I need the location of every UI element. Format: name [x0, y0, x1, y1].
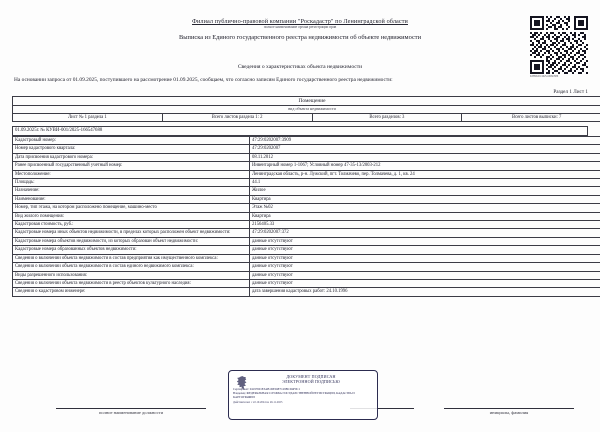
table-row — [13, 271, 600, 279]
row-label: Наименование: — [13, 195, 250, 203]
row-label: Виды разрешенного использования: — [13, 271, 250, 279]
document-title: Выписка из Единого государственного реестра недвижимости об объекте недвижимости — [178, 33, 421, 41]
table-row — [13, 170, 600, 178]
section-title: Сведения о характеристиках объекта недвижимости — [237, 64, 363, 70]
kuvn-number-line: 01.09.2025г. № КУВИ-001/2025-166547688 — [12, 126, 588, 136]
sheet-counter-1: Всего листов раздела 1: 2 — [162, 113, 312, 121]
row-value: 47:29:0202007:372 — [250, 229, 600, 237]
characteristics-table — [12, 136, 600, 297]
document-header — [0, 18, 600, 41]
organization-name-caption: полное наименование органа регистрации прав — [263, 25, 337, 30]
row-value: Квартира — [250, 212, 600, 220]
coat-of-arms-icon — [235, 375, 250, 392]
table-row — [13, 288, 600, 296]
table-row — [13, 195, 600, 203]
row-value: данные отсутствуют — [250, 254, 600, 262]
table-row — [13, 106, 600, 114]
row-label: Кадастровый номер: — [13, 137, 250, 145]
table-row — [13, 229, 600, 237]
row-value: данные отсутствуют — [250, 279, 600, 287]
table-row — [13, 212, 600, 220]
row-label: Номер, тип этажа, на котором расположено помещение, машино-место — [13, 204, 250, 212]
table-row — [13, 204, 600, 212]
table-row — [13, 137, 600, 145]
row-value: Жилое — [250, 187, 600, 195]
row-label: Кадастровые номера образованных объектов недвижимости: — [13, 246, 250, 254]
table-row — [13, 279, 600, 287]
row-label: Кадастровые номера объектов недвижимости, из которых образован объект недвижимости: — [13, 237, 250, 245]
row-value: 2156405.33 — [250, 221, 600, 229]
row-label: Вид жилого помещения: — [13, 212, 250, 220]
stamp-line-2: ЭЛЕКТРОННОЙ ПОДПИСЬЮ — [282, 379, 340, 385]
table-row — [13, 153, 600, 161]
row-value: Ленинградская область, р-н. Лужский, пгт. Толмачево, пер. Толмачева, д. 1, кв. 24 — [250, 170, 600, 178]
row-value: Инвентарный номер 1-1067; Условный номер 47-35-13/2003-212 — [250, 162, 600, 170]
row-value: Квартира — [250, 195, 600, 203]
row-label: Сведения о включении объекта недвижимости в состав единого недвижимого комплекса: — [13, 263, 250, 271]
row-label: Ранее присвоенный государственный учетный номер: — [13, 162, 250, 170]
row-value: Этаж №02 — [250, 204, 600, 212]
table-row — [13, 221, 600, 229]
row-label: Местоположение: — [13, 170, 250, 178]
signature-caption-position: полное наименование должности — [99, 409, 163, 415]
row-value: 08.11.2012 — [250, 153, 600, 161]
signature-caption-name: инициалы, фамилия — [489, 409, 529, 415]
sheet-reference: Раздел 1 Лист 1 — [553, 89, 588, 95]
characteristics-table-body — [13, 137, 600, 297]
sheet-counter-2: Всего разделов: 3 — [312, 113, 462, 121]
row-label: Кадастровые номера иных объектов недвижимости, в пределах которых расположен объект недвижимости: — [13, 229, 250, 237]
table-row — [13, 145, 600, 153]
stamp-line-1: ДОКУМЕНТ ПОДПИСАН — [286, 374, 336, 379]
row-value: данные отсутствуют — [250, 263, 600, 271]
stamp-certificate: Сертификат: 04197601E3AB1DE04E7129BCD4F0C1 — [233, 387, 301, 392]
table-row — [13, 113, 600, 121]
stamp-validity: Действителен: с 22.10.2024 по 26.11.2025 — [233, 401, 283, 405]
row-value: 47:29:0202007 — [250, 145, 600, 153]
row-label: Площадь: — [13, 179, 250, 187]
intro-paragraph: На основании запроса от 01.09.2025, поступившего на рассмотрение 01.09.2025, сообщаем, что согласно записям Единого государственного реестра недвижимости: — [14, 77, 393, 83]
organization-name: Филиал публично-правовой компании "Роскадастр" по Ленинградской области — [192, 18, 408, 25]
row-value: данные отсутствуют — [250, 246, 600, 254]
object-kind-caption: вид объекта недвижимости — [13, 106, 600, 114]
qr-caption: КУВИ-001/2025-166547688 — [530, 75, 559, 78]
table-row — [13, 263, 600, 271]
sheet-counter-3: Всего листов выписки: 7 — [462, 113, 600, 121]
row-value: данные отсутствуют — [250, 271, 600, 279]
row-label: Номер кадастрового квартала: — [13, 145, 250, 153]
table-row — [13, 97, 600, 106]
electronic-signature-stamp — [228, 370, 378, 420]
object-kind-table — [12, 96, 600, 122]
row-label: Сведения о включении объекта недвижимости в реестр объектов культурного наследия: — [13, 279, 250, 287]
table-row — [13, 237, 600, 245]
row-value: дата завершения кадастровых работ: 24.10.1996 — [250, 288, 600, 296]
table-row — [13, 246, 600, 254]
row-label: Сведения о кадастровом инженере: — [13, 288, 250, 296]
sheet-counter-0: Лист № 1 раздела 1 — [13, 113, 163, 121]
row-label: Назначение: — [13, 187, 250, 195]
table-row — [13, 162, 600, 170]
row-label: Сведения о включении объекта недвижимости в состав предприятия как имущественного комплекса: — [13, 254, 250, 262]
row-label: Дата присвоения кадастрового номера: — [13, 153, 250, 161]
row-value: 44.1 — [250, 179, 600, 187]
stamp-owner: Владелец: ФЕДЕРАЛЬНАЯ СЛУЖБА ГОСУДАРСТВЕННОЙ РЕГИСТРАЦИИ, КАДАСТРА И КАРТОГРАФИИ — [233, 391, 355, 400]
object-kind-value: Помещение — [13, 97, 600, 106]
row-label: Кадастровая стоимость, руб.: — [13, 221, 250, 229]
row-value: данные отсутствуют — [250, 237, 600, 245]
table-row — [13, 187, 600, 195]
table-row — [13, 254, 600, 262]
row-value: 47:29:0202007:3909 — [250, 137, 600, 145]
table-row — [13, 179, 600, 187]
